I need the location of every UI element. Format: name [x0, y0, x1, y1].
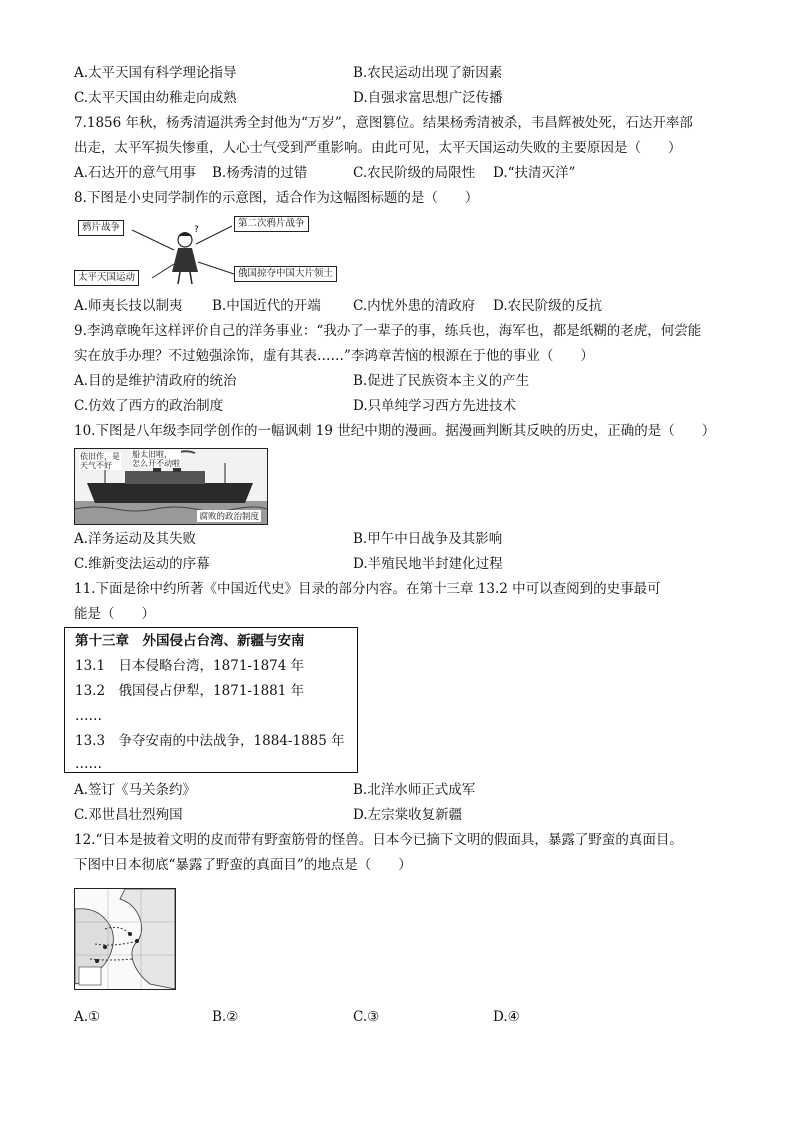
- q8-stem: 8.下图是小史同学制作的示意图，适合作为这幅图标题的是（ ）: [74, 190, 479, 206]
- table-of-contents-box: [64, 627, 358, 773]
- q8-option-b: B.中国近代的开端: [212, 298, 321, 314]
- q7-option-a: A.石达开的意气用事: [74, 165, 197, 181]
- q11-stem-line1: 11.下面是徐中约所著《中国近代史》目录的部分内容。在第十三章 13.2 中可以查阅到的史事最可: [74, 581, 661, 597]
- q10-stem: 10.下图是八年级李同学创作的一幅讽刺 19 世纪中期的漫画。据漫画判断其反映的历史，正确的是（ ）: [74, 423, 716, 439]
- cartoon-bubble-right: [131, 450, 181, 468]
- q9-option-a: A.目的是维护清政府的统治: [74, 373, 237, 389]
- toc-row-13-2: 13.2 俄国侵占伊犁，1871-1881 年: [75, 683, 305, 699]
- cartoon-bubble-left-line2: 天气不好: [80, 461, 112, 470]
- q6-option-a: A.太平天国有科学理论指导: [74, 65, 237, 81]
- q10-option-c: C.维新变法运动的序幕: [74, 556, 210, 572]
- q9-stem-line2: 实在放手办理？不过勉强涂饰，虚有其表……”李鸿章苦恼的根源在于他的事业（ ）: [74, 348, 594, 364]
- q9-stem-line1: 9.李鸿章晚年这样评价自己的洋务事业：“我办了一辈子的事，练兵也，海军也，都是纸糊的老虎，何尝能: [74, 323, 702, 339]
- toc-ellipsis-2: ……: [75, 756, 102, 772]
- q12-option-c: C.③: [353, 1009, 380, 1025]
- q6-option-c: C.太平天国由幼稚走向成熟: [74, 90, 237, 106]
- q12-stem-line1: 12.“日本是披着文明的皮而带有野蛮筋骨的怪兽。日本今已摘下文明的假面具，暴露了野蛮的真面目。: [74, 832, 683, 848]
- q11-option-a: A.签订《马关条约》: [74, 782, 197, 798]
- q7-option-b: B.杨秀清的过错: [212, 165, 308, 181]
- diagram-node-second-opium-war: 第二次鸦片战争: [234, 216, 309, 232]
- cartoon-bubble-right-line2: 怎么开不动啦: [132, 459, 180, 468]
- toc-chapter-title: 第十三章 外国侵占台湾、新疆与安南: [75, 633, 305, 649]
- q11-option-c: C.邓世昌壮烈殉国: [74, 807, 183, 823]
- q10-cartoon: [74, 448, 268, 525]
- diagram-node-russia-territory: 俄国掠夺中国大片领土: [234, 266, 337, 282]
- q10-option-b: B.甲午中日战争及其影响: [353, 531, 503, 547]
- q8-diagram: [74, 212, 334, 292]
- student-figure-icon: [172, 225, 199, 284]
- q10-option-d: D.半殖民地半封建化过程: [353, 556, 503, 572]
- q12-stem-line2: 下图中日本彻底“暴露了野蛮的真面目”的地点是（ ）: [74, 857, 412, 873]
- q8-option-a: A.师夷长技以制夷: [74, 298, 183, 314]
- q11-option-d: D.左宗棠收复新疆: [353, 807, 463, 823]
- diagram-node-taiping: 太平天国运动: [74, 270, 139, 286]
- q8-option-d: D.农民阶级的反抗: [493, 298, 603, 314]
- q8-option-c: C.内忧外患的清政府: [353, 298, 476, 314]
- q11-stem-line2: 能是（ ）: [74, 606, 155, 622]
- war-map-illustration: [75, 889, 175, 989]
- q12-option-d: D.④: [493, 1009, 520, 1025]
- q6-option-b: B.农民运动出现了新因素: [353, 65, 503, 81]
- q9-option-d: D.只单纯学习西方先进技术: [353, 398, 517, 414]
- q6-option-d: D.自强求富思想广泛传播: [353, 90, 503, 106]
- toc-row-13-3: 13.3 争夺安南的中法战争，1884-1885 年: [75, 733, 345, 749]
- q7-option-d: D.“扶清灭洋”: [493, 165, 576, 181]
- q10-option-a: A.洋务运动及其失败: [74, 531, 197, 547]
- toc-ellipsis-1: ……: [75, 708, 102, 724]
- q7-stem-line2: 出走，太平军损失惨重，人心士气受到严重影响。由此可见，太平天国运动失败的主要原因是（ ）: [74, 140, 682, 156]
- q12-map: [74, 888, 176, 990]
- cartoon-bubble-right-line1: 船太旧啦，: [132, 450, 172, 459]
- cartoon-bubble-left: [79, 452, 121, 470]
- q11-option-b: B.北洋水师正式成军: [353, 782, 476, 798]
- cartoon-bubble-left-line1: 依旧作，是: [80, 452, 120, 461]
- q9-option-b: B.促进了民族资本主义的产生: [353, 373, 530, 389]
- q12-option-a: A.①: [74, 1009, 101, 1025]
- q7-stem-line1: 7.1856 年秋，杨秀清逼洪秀全封他为“万岁”，意图篡位。结果杨秀清被杀，韦昌辉被处死，石达开率部: [74, 115, 693, 131]
- q7-option-c: C.农民阶级的局限性: [353, 165, 476, 181]
- q12-option-b: B.②: [212, 1009, 239, 1025]
- svg-text:?: ?: [194, 225, 199, 235]
- cartoon-caption: 腐败的政治制度: [199, 512, 259, 522]
- diagram-node-opium-war: 鸦片战争: [78, 220, 124, 236]
- q9-option-c: C.仿效了西方的政治制度: [74, 398, 224, 414]
- toc-row-13-1: 13.1 日本侵略台湾，1871-1874 年: [75, 658, 305, 674]
